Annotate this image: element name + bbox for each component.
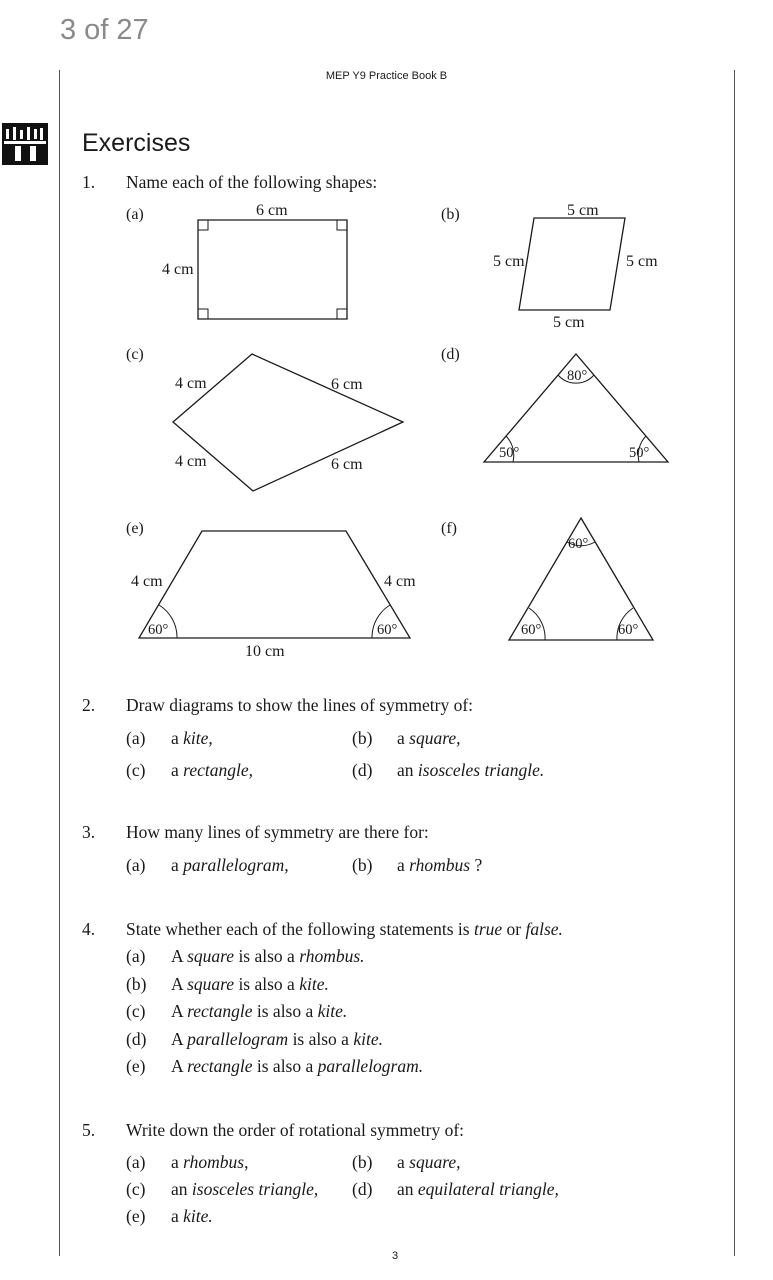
q5d-label: (d) — [352, 1179, 373, 1199]
q3b-text: a rhombus ? — [397, 855, 483, 875]
q3-text: How many lines of symmetry are there for: — [126, 822, 429, 842]
rectangle-figure — [190, 210, 360, 330]
q1e-right-angle: 60° — [377, 622, 398, 638]
q1b-label: (b) — [441, 206, 460, 223]
q1c-bottom-right-length: 6 cm — [331, 456, 363, 473]
q1a-side-length: 4 cm — [162, 261, 194, 278]
q5d-text: an equilateral triangle, — [397, 1179, 559, 1199]
q4b-label: (b) — [126, 974, 147, 994]
q5b-text: a square, — [397, 1152, 461, 1172]
right-margin-rule — [734, 70, 735, 1256]
q1f-label: (f) — [441, 520, 457, 537]
q1c-top-right-length: 6 cm — [331, 376, 363, 393]
q5a-text: a rhombus, — [171, 1152, 249, 1172]
q2b-label: (b) — [352, 728, 373, 748]
q1e-left-length: 4 cm — [131, 573, 163, 590]
q4e-label: (e) — [126, 1056, 146, 1076]
q4e-text: A rectangle is also a parallelogram. — [171, 1056, 424, 1076]
q1b-bottom-length: 5 cm — [553, 314, 585, 331]
rhombus-figure — [515, 210, 635, 320]
q5b-label: (b) — [352, 1152, 373, 1172]
q1f-right-angle: 60° — [618, 622, 639, 638]
q3b-label: (b) — [352, 855, 373, 875]
q1e-right-length: 4 cm — [384, 573, 416, 590]
q2d-label: (d) — [352, 760, 373, 780]
q3a-text: a parallelogram, — [171, 855, 289, 875]
q2a-text: a kite, — [171, 728, 213, 748]
q2-number: 2. — [82, 695, 96, 715]
q1b-left-length: 5 cm — [493, 253, 525, 270]
q1-number: 1. — [82, 172, 96, 192]
q4a-text: A square is also a rhombus. — [171, 946, 365, 966]
section-title: Exercises — [82, 129, 191, 157]
q1d-apex-angle: 80° — [567, 368, 588, 384]
q1f-apex-angle: 60° — [568, 536, 589, 552]
q5-number: 5. — [82, 1120, 96, 1140]
q1b-top-length: 5 cm — [567, 202, 599, 219]
q4b-text: A square is also a kite. — [171, 974, 329, 994]
q1c-bottom-left-length: 4 cm — [175, 453, 207, 470]
q5c-text: an isosceles triangle, — [171, 1179, 319, 1199]
q1a-label: (a) — [126, 206, 144, 223]
q4-text: State whether each of the following statements is true or false. — [126, 919, 563, 939]
q1b-right-length: 5 cm — [626, 253, 658, 270]
kite-figure — [165, 345, 415, 500]
q5e-text: a kite. — [171, 1206, 213, 1226]
q3a-label: (a) — [126, 855, 146, 875]
q1d-right-angle: 50° — [629, 445, 650, 461]
q4-number: 4. — [82, 919, 96, 939]
q4d-text: A parallelogram is also a kite. — [171, 1029, 383, 1049]
q1a-top-length: 6 cm — [256, 202, 288, 219]
q1c-top-left-length: 4 cm — [175, 375, 207, 392]
q2d-text: an isosceles triangle. — [397, 760, 545, 780]
q1e-bottom-length: 10 cm — [245, 643, 285, 660]
q1e-left-angle: 60° — [148, 622, 169, 638]
left-margin-rule — [59, 70, 60, 1256]
q3-number: 3. — [82, 822, 96, 842]
q5c-label: (c) — [126, 1179, 146, 1199]
q1f-left-angle: 60° — [521, 622, 542, 638]
page-number: 3 — [391, 1250, 399, 1262]
q2a-label: (a) — [126, 728, 146, 748]
q1d-left-angle: 50° — [499, 445, 520, 461]
practice-book-icon — [0, 120, 50, 170]
q4d-label: (d) — [126, 1029, 147, 1049]
q5e-label: (e) — [126, 1206, 146, 1226]
q2c-text: a rectangle, — [171, 760, 253, 780]
q2c-label: (c) — [126, 760, 146, 780]
q2-text: Draw diagrams to show the lines of symmetry of: — [126, 695, 474, 715]
book-header: MEP Y9 Practice Book B — [325, 70, 448, 82]
q5-text: Write down the order of rotational symmetry of: — [126, 1120, 465, 1140]
q2b-text: a square, — [397, 728, 461, 748]
page-counter: 3 of 27 — [60, 14, 149, 46]
q1d-label: (d) — [441, 346, 460, 363]
q4a-label: (a) — [126, 946, 146, 966]
q1-text: Name each of the following shapes: — [126, 172, 378, 192]
q1e-label: (e) — [126, 520, 144, 537]
q4c-text: A rectangle is also a kite. — [171, 1001, 348, 1021]
q5a-label: (a) — [126, 1152, 146, 1172]
q4c-label: (c) — [126, 1001, 146, 1021]
q1c-label: (c) — [126, 346, 144, 363]
